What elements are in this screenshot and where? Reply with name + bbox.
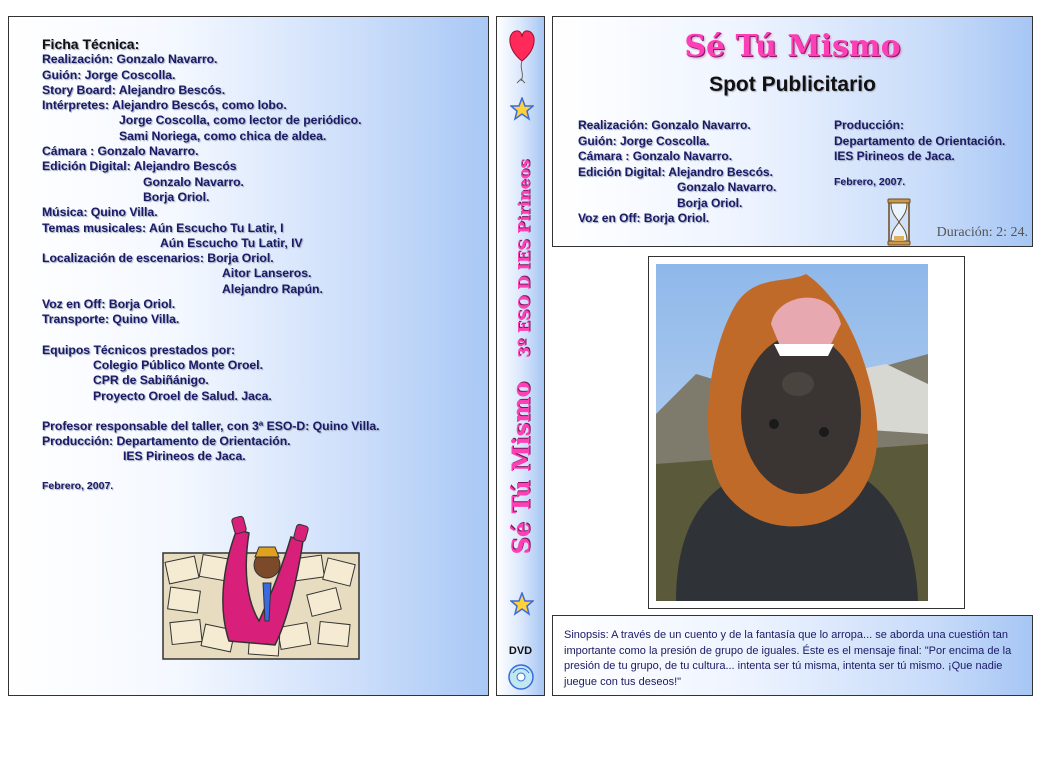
credit-line: Cámara : Gonzalo Navarro. xyxy=(42,144,199,159)
credit-line: Realización: Gonzalo Navarro. xyxy=(42,52,218,67)
heart-balloon-icon xyxy=(505,25,539,87)
credit-line: Guión: Jorge Coscolla. xyxy=(42,67,176,82)
credit-line: Profesor responsable del taller, con 3ª ESO-D: Quino Villa. xyxy=(42,418,380,433)
star-icon xyxy=(510,97,534,121)
credit-line: Aitor Lanseros. xyxy=(222,266,312,281)
credit-line: Story Board: Alejandro Bescós. xyxy=(42,82,226,97)
credit-line: Música: Quino Villa. xyxy=(42,205,158,220)
synopsis-text: Sinopsis: A través de un cuento y de la fantasía que lo arropa... se aborda una cuestión tan importante como la presión de grupo de iguales. Éste es el mensaje final: "Por encima de la presión de tu grupo, de tu cultura... intenta ser tú misma, intenta ser tú mismo. ¡Que nadie juegue con tus deseos!" xyxy=(564,629,1012,688)
credit-line: IES Pirineos de Jaca. xyxy=(834,149,955,163)
credit-line: Equipos Técnicos prestados por: xyxy=(42,342,236,357)
clipart-figure-papers xyxy=(159,511,365,663)
credit-line: Voz en Off: Borja Oriol. xyxy=(578,211,710,225)
front-title: Sé Tú Mismo xyxy=(684,29,901,64)
dvd-label: DVD xyxy=(508,645,533,657)
credit-line: Temas musicales: Aún Escucho Tu Latir, I xyxy=(42,220,284,235)
back-cover-panel xyxy=(8,16,489,696)
credit-line: Transporte: Quino Villa. xyxy=(42,312,180,327)
credit-line: Sami Noriega, como chica de aldea. xyxy=(119,128,327,143)
credit-line: Guión: Jorge Coscolla. xyxy=(578,133,710,148)
synopsis-panel xyxy=(552,615,1033,696)
front-subtitle: Spot Publicitario xyxy=(709,73,876,96)
credit-line: Proyecto Oroel de Salud. Jaca. xyxy=(93,388,272,403)
credit-line: Colegio Público Monte Oroel. xyxy=(93,357,263,372)
credit-line: Localización de escenarios: Borja Oriol. xyxy=(42,251,274,266)
spine-subtitle: 3º ESO D IES Pirineos xyxy=(514,159,534,358)
credit-line: Cámara : Gonzalo Navarro. xyxy=(578,149,733,163)
spine-panel xyxy=(496,16,545,696)
credit-line: Producción: xyxy=(834,118,905,132)
credit-line: Intérpretes: Alejandro Bescós, como lobo. xyxy=(42,98,287,113)
front-credits-left xyxy=(578,118,776,227)
credit-line: Gonzalo Navarro. xyxy=(143,174,244,189)
credit-line: Voz en Off: Borja Oriol. xyxy=(42,297,176,312)
credit-line: Borja Oriol. xyxy=(677,195,743,210)
star-icon xyxy=(510,592,534,616)
credit-line: Gonzalo Navarro. xyxy=(677,180,777,194)
disc-icon xyxy=(507,663,535,691)
front-credits-right xyxy=(834,118,1005,190)
front-cover-header xyxy=(552,16,1033,247)
credit-line: Realización: Gonzalo Navarro. xyxy=(578,118,751,132)
date-line: Febrero, 2007. xyxy=(42,479,114,492)
credit-line: Alejandro Rapún. xyxy=(222,281,323,296)
duration-text: Duración: 2: 24. xyxy=(936,225,1028,240)
credit-line: Borja Oriol. xyxy=(143,189,210,204)
credit-line: CPR de Sabiñánigo. xyxy=(93,373,209,388)
credit-line: Edición Digital: Alejandro Bescós. xyxy=(578,164,773,179)
credit-line: Producción: Departamento de Orientación. xyxy=(42,434,291,449)
credit-line: Departamento de Orientación. xyxy=(834,133,1006,148)
technical-sheet-heading: Ficha Técnica: xyxy=(42,36,140,52)
credit-line: Edición Digital: Alejandro Bescós xyxy=(42,159,237,174)
hourglass-icon xyxy=(886,198,912,246)
credit-line: Jorge Coscolla, como lector de periódico. xyxy=(119,113,362,128)
wolf-mask-photo xyxy=(656,264,928,601)
technical-sheet xyxy=(42,37,380,494)
credit-line: Aún Escucho Tu Latir, IV xyxy=(160,235,303,250)
cover-photo-frame xyxy=(648,256,965,609)
date-line: Febrero, 2007. xyxy=(834,175,906,188)
spine-title: Sé Tú Mismo xyxy=(506,381,536,555)
credit-line: IES Pirineos de Jaca. xyxy=(123,449,246,464)
